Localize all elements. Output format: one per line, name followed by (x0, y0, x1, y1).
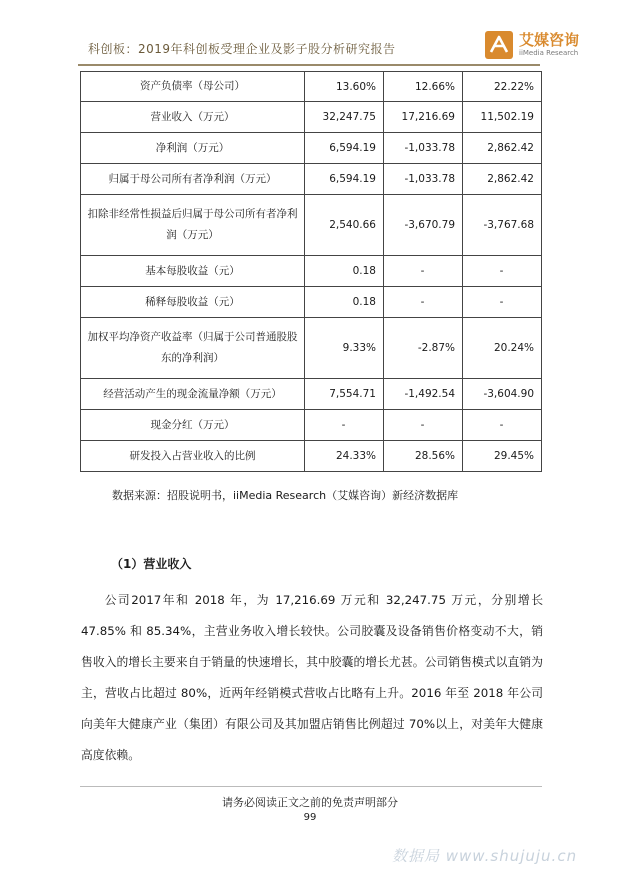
value-cell: 7,554.71 (305, 379, 384, 410)
section-heading: （1）营业收入 (111, 557, 192, 571)
value-cell: - (463, 256, 542, 287)
row-label: 净利润（万元） (81, 133, 305, 164)
page-header (0, 0, 620, 72)
site-watermark: 数据局 www.shujuju.cn (392, 847, 578, 865)
iimedia-logo (484, 30, 579, 60)
value-cell: 20.24% (463, 318, 542, 379)
value-cell: -1,033.78 (384, 133, 463, 164)
value-cell: -3,767.68 (463, 195, 542, 256)
value-cell: 11,502.19 (463, 102, 542, 133)
logo-mark-icon (484, 30, 514, 60)
header-title: 科创板：2019年科创板受理企业及影子股分析研究报告 (88, 42, 396, 56)
value-cell: 17,216.69 (384, 102, 463, 133)
value-cell: - (305, 410, 384, 441)
data-source-note: 数据来源：招股说明书，iiMedia Research（艾媒咨询）新经济数据库 (112, 489, 459, 502)
value-cell: 2,862.42 (463, 133, 542, 164)
row-label: 营业收入（万元） (81, 102, 305, 133)
logo-en-text: iiMedia Research (519, 49, 579, 57)
value-cell: - (463, 287, 542, 318)
table-row (81, 318, 542, 379)
value-cell: - (384, 256, 463, 287)
value-cell: -2.87% (384, 318, 463, 379)
value-cell: 0.18 (305, 287, 384, 318)
value-cell: 24.33% (305, 441, 384, 472)
body-paragraph (81, 585, 543, 771)
value-cell: 2,862.42 (463, 164, 542, 195)
table-row (81, 410, 542, 441)
row-label: 经营活动产生的现金流量净额（万元） (81, 379, 305, 410)
row-label: 资产负债率（母公司） (81, 72, 305, 102)
value-cell: 6,594.19 (305, 133, 384, 164)
value-cell: 2,540.66 (305, 195, 384, 256)
value-cell: 28.56% (384, 441, 463, 472)
value-cell: 0.18 (305, 256, 384, 287)
page-number: 99 (303, 812, 317, 823)
value-cell: -1,033.78 (384, 164, 463, 195)
row-label: 归属于母公司所有者净利润（万元） (81, 164, 305, 195)
row-label: 现金分红（万元） (81, 410, 305, 441)
value-cell: - (384, 287, 463, 318)
value-cell: -3,670.79 (384, 195, 463, 256)
row-label: 扣除非经常性损益后归属于母公司所有者净利润（万元） (81, 195, 305, 256)
value-cell: - (384, 410, 463, 441)
value-cell: 12.66% (384, 72, 463, 102)
table-row (81, 133, 542, 164)
row-label: 加权平均净资产收益率（归属于公司普通股股东的净利润） (81, 318, 305, 379)
value-cell: -3,604.90 (463, 379, 542, 410)
table-row (81, 72, 542, 102)
value-cell: 22.22% (463, 72, 542, 102)
table-row (81, 256, 542, 287)
footer-disclaimer: 请务必阅读正文之前的免责声明部分 (222, 796, 398, 809)
value-cell: 13.60% (305, 72, 384, 102)
row-label: 研发投入占营业收入的比例 (81, 441, 305, 472)
header-divider (78, 64, 540, 66)
table-row (81, 195, 542, 256)
table-row (81, 287, 542, 318)
value-cell: 6,594.19 (305, 164, 384, 195)
table-row (81, 102, 542, 133)
value-cell: 32,247.75 (305, 102, 384, 133)
table-row (81, 379, 542, 410)
value-cell: - (463, 410, 542, 441)
row-label: 基本每股收益（元） (81, 256, 305, 287)
footer-divider (80, 786, 542, 787)
financial-data-table (80, 71, 542, 472)
value-cell: 29.45% (463, 441, 542, 472)
paragraph-text: 公司2017年和 2018 年，为 17,216.69 万元和 32,247.75 万元，分别增长 47.85% 和 85.34%，主营业务收入增长较快。公司胶囊及设备销售价格变动不大，销售收入的增长主要来自于销量的快速增长，其中胶囊的增长尤甚。公司销售模式以直销为主，营收占比超过 80%，近两年经销模式营收占比略有上升。2016 年至 2018 年公司向美年大健康产业（集团）有限公司及其加盟店销售比例超过 70%以上，对美年大健康高度依赖。 (81, 593, 543, 762)
row-label: 稀释每股收益（元） (81, 287, 305, 318)
logo-cn-text: 艾媒咨询 (519, 31, 580, 49)
value-cell: -1,492.54 (384, 379, 463, 410)
table-row (81, 164, 542, 195)
table-row (81, 441, 542, 472)
value-cell: 9.33% (305, 318, 384, 379)
